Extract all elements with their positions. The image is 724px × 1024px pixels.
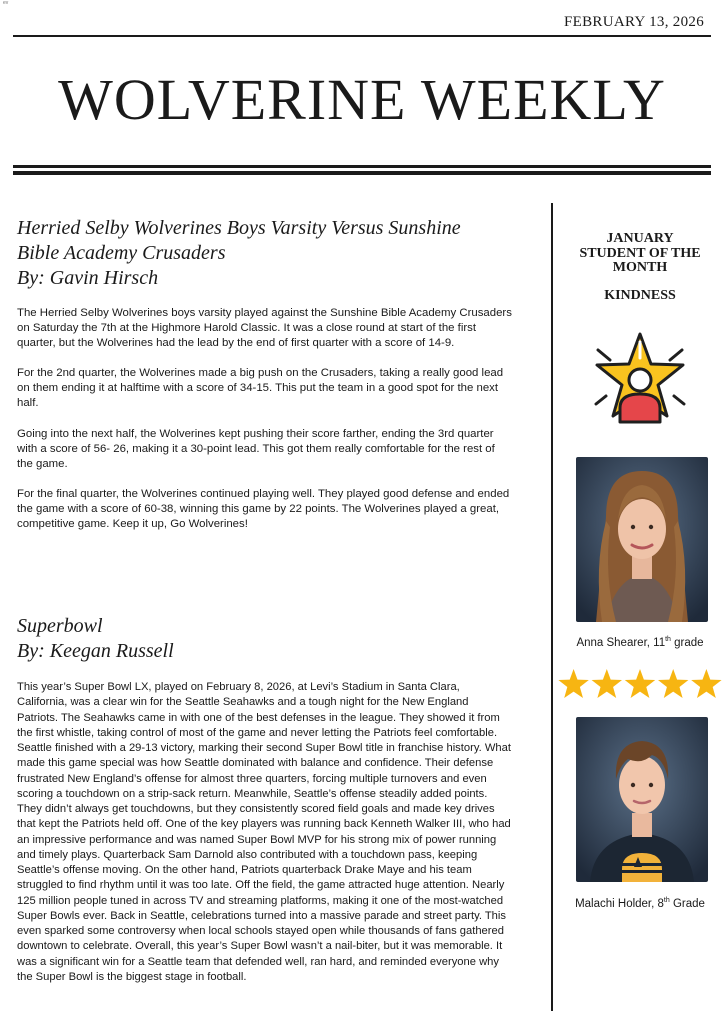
sotm-line3: MONTH: [612, 260, 668, 275]
issue-date: FEBRUARY 13, 2026: [564, 14, 704, 30]
article1-title-line2: Bible Academy Crusaders: [17, 242, 226, 264]
trait-label: KINDNESS: [604, 288, 676, 303]
article1-byline: By: Gavin Hirsch: [17, 267, 159, 289]
star-icon: [658, 669, 688, 698]
column-divider: [551, 203, 553, 1011]
masthead-rule-thin: [13, 165, 711, 168]
star-person-icon: [588, 330, 692, 426]
student1-name: Anna Shearer, 11: [576, 636, 666, 649]
top-rule: [13, 35, 711, 37]
student2-grade: Grade: [669, 897, 705, 910]
student-photo-malachi: [576, 717, 708, 882]
masthead-title: WOLVERINE WEEKLY: [58, 67, 666, 132]
article1-title-line1: Herried Selby Wolverines Boys Varsity Versus Sunshine: [17, 217, 461, 239]
article2-byline: By: Keegan Russell: [17, 640, 174, 662]
student2-ordinal: th: [663, 897, 670, 904]
rating-stars: [557, 668, 723, 702]
article1-headline: [17, 216, 537, 291]
sotm-line1: JANUARY: [606, 231, 674, 246]
student2-caption: [556, 897, 724, 910]
student-photo-anna: [576, 457, 708, 622]
student1-ordinal: th: [665, 636, 671, 643]
masthead-rule-thick: [13, 171, 711, 175]
article2-body: This year’s Super Bowl LX, played on February 8, 2026, at Levi’s Stadium in Santa Clara, California, was a clear win for the Seattle Seahawks and a tough night for the New England Patriots. The Seahawks came in with one of the best defenses in the league. They showed it from the first whistle, taking control of most of the game and never letting the Patriots feel comfortable. Seattle finished with a 29-13 victory, marking their second Super Bowl title in franchise history. What made this game special was how Seattle dominated with balance and confidence. Their defense frustrated New England’s offense for almost three quarters, forcing multiple turnovers and even scoring a touchdown on a strip-sack return. Meanwhile, Seattle’s offense steadily added points. They didn’t always get touchdowns, but they consistently scored field goals and made key drives that kept the Patriots held off. One of the key players was running back Kenneth Walker III, who had an impressive performance and was named Super Bowl MVP for his strong mix of power running and timely plays. Quarterback Sam Darnold also contributed with a touchdown pass, keeping Seattle’s offense moving. On the other hand, Patriots quarterback Drake Maye and his team struggled to find rhythm until it was too late. Off the field, the game attracted huge attention. Nearly 125 million people tuned in across TV and streaming platforms, making it one of the most-watched Super Bowls ever. Back in Seattle, celebrations turned into a massive parade and street party. This even sparked some controversy when local schools stayed open while thousands of fans gathered downtown to celebrate. Overall, this year’s Super Bowl wasn’t a nail-biter, but it was memorable. It was a significant win for a Seattle team that defended well, ran hard, and reminded everyone why the Super Bowl is the biggest stage in football.: [17, 681, 511, 983]
article1-body: [17, 306, 512, 547]
article2-headline: [17, 614, 537, 664]
article1-paragraph: Going into the next half, the Wolverines kept pushing their score farther, ending the 3rd quarter with a score of 56- 26, making it a 30-point lead. This got them really comfortable for the rest of the game.: [17, 427, 495, 470]
sotm-line2: STUDENT OF THE: [579, 245, 701, 261]
article1-paragraph: The Herried Selby Wolverines boys varsity played against the Sunshine Bible Academy Crusaders on Saturday the 7th at the Highmore Harold Classic. It was a close round at start of the first quarter, but the Wolverines had the lead by the end of first quarter with a score of 14-9.: [17, 307, 512, 350]
student-of-month-heading: [556, 232, 724, 276]
article1-paragraph: For the final quarter, the Wolverines continued playing well. They played good defense and ended the game with a score of 60-38, winning this game by 22 points. The Wolverines played a great, competitive game. Keep it up, Go Wolverines!: [17, 487, 510, 531]
article1-paragraph: For the 2nd quarter, the Wolverines made a big push on the Crusaders, taking a really good lead on them ending it at halftime with a score of 34-15. This put the team in a good spot for the next half.: [17, 367, 504, 410]
corner-mark: ev: [3, 0, 9, 6]
article2-title: Superbowl: [17, 615, 103, 637]
star-icon: [691, 669, 721, 698]
star-icon: [625, 669, 655, 698]
star-icon: [592, 669, 622, 698]
student2-name: Malachi Holder, 8: [575, 897, 664, 910]
student1-grade: grade: [670, 636, 704, 649]
star-icon: [558, 669, 588, 698]
student1-caption: [556, 636, 724, 649]
